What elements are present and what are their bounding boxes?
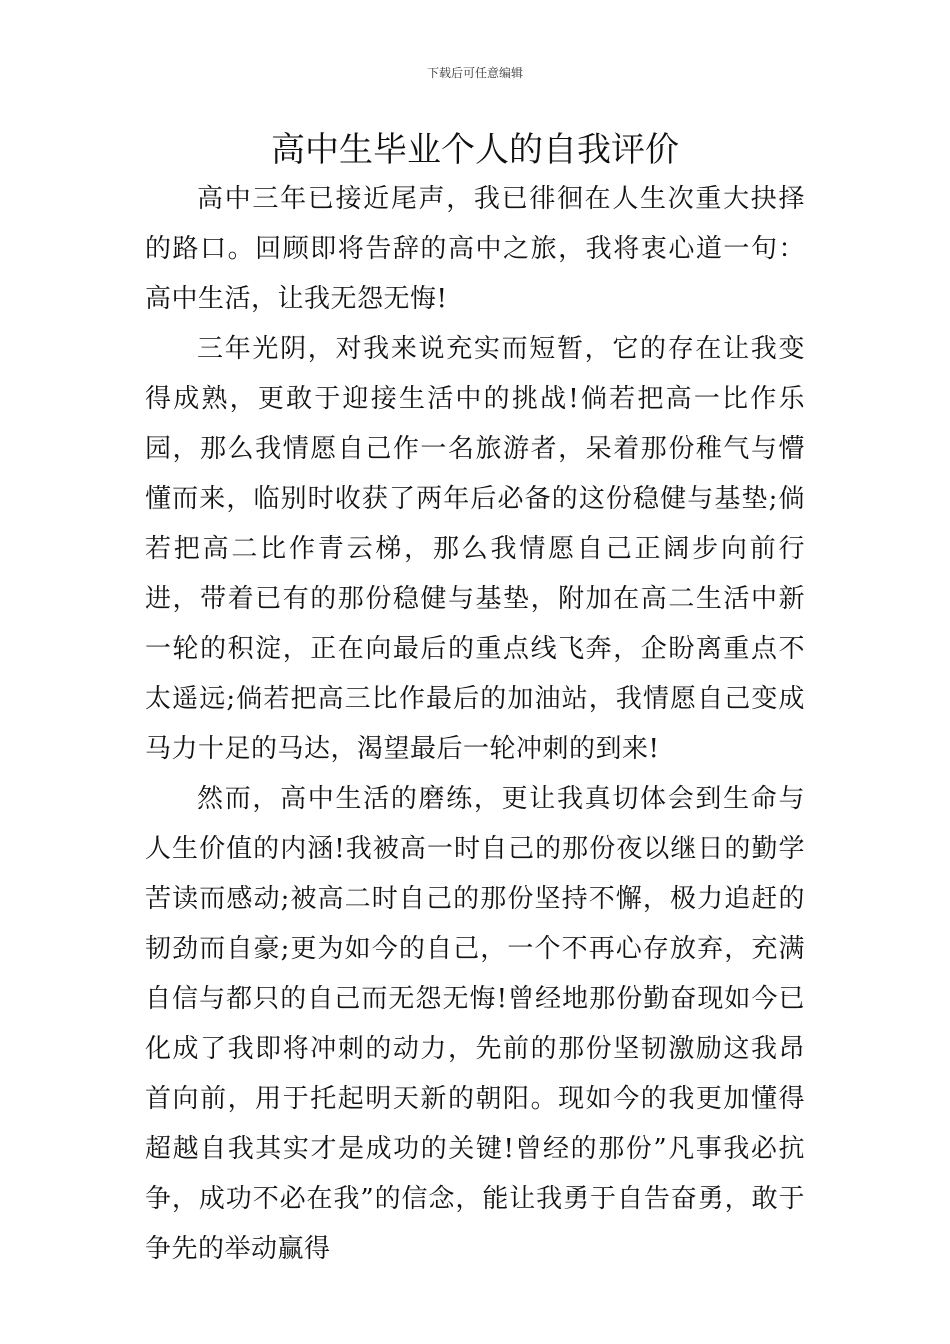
document-body (145, 174, 805, 1274)
paragraph-3: 然而，高中生活的磨练，更让我真切体会到生命与人生价值的内涵!我被高一时自己的那份夜以继日的勤学苦读而感动;被高二时自己的那份坚持不懈，极力追赶的韧劲而自豪;更为如今的自己，一个不再心存放弃，充满自信与都只的自己而无怨无悔!曾经地那份勤奋现如今已化成了我即将冲刺的动力，先前的那份坚韧激励这我昂首向前，用于托起明天新的朝阳。现如今的我更加懂得超越自我其实才是成功的关键!曾经的那份”凡事我必抗争，成功不必在我”的信念，能让我勇于自告奋勇，敢于争先的举动赢得 (145, 784, 805, 1264)
page-title: 高中生毕业个人的自我评价 (271, 130, 679, 170)
header-note: 下载后可任意编辑 (426, 66, 523, 80)
paragraph-2: 三年光阴，对我来说充实而短暂，它的存在让我变得成熟，更敢于迎接生活中的挑战!倘若把高一比作乐园，那么我情愿自己作一名旅游者，呆着那份稚气与懵懂而来，临别时收获了两年后必备的这份稳健与基垫;倘若把高二比作青云梯，那么我情愿自己正阔步向前行进，带着已有的那份稳健与基垫，附加在高二生活中新一轮的积淀，正在向最后的重点线飞奔，企盼离重点不太遥远;倘若把高三比作最后的加油站，我情愿自己变成马力十足的马达，渴望最后一轮冲刺的到来! (145, 334, 805, 764)
paragraph-1: 高中三年已接近尾声，我已徘徊在人生次重大抉择的路口。回顾即将告辞的高中之旅，我将衷心道一句：高中生活，让我无怨无悔! (145, 184, 805, 314)
